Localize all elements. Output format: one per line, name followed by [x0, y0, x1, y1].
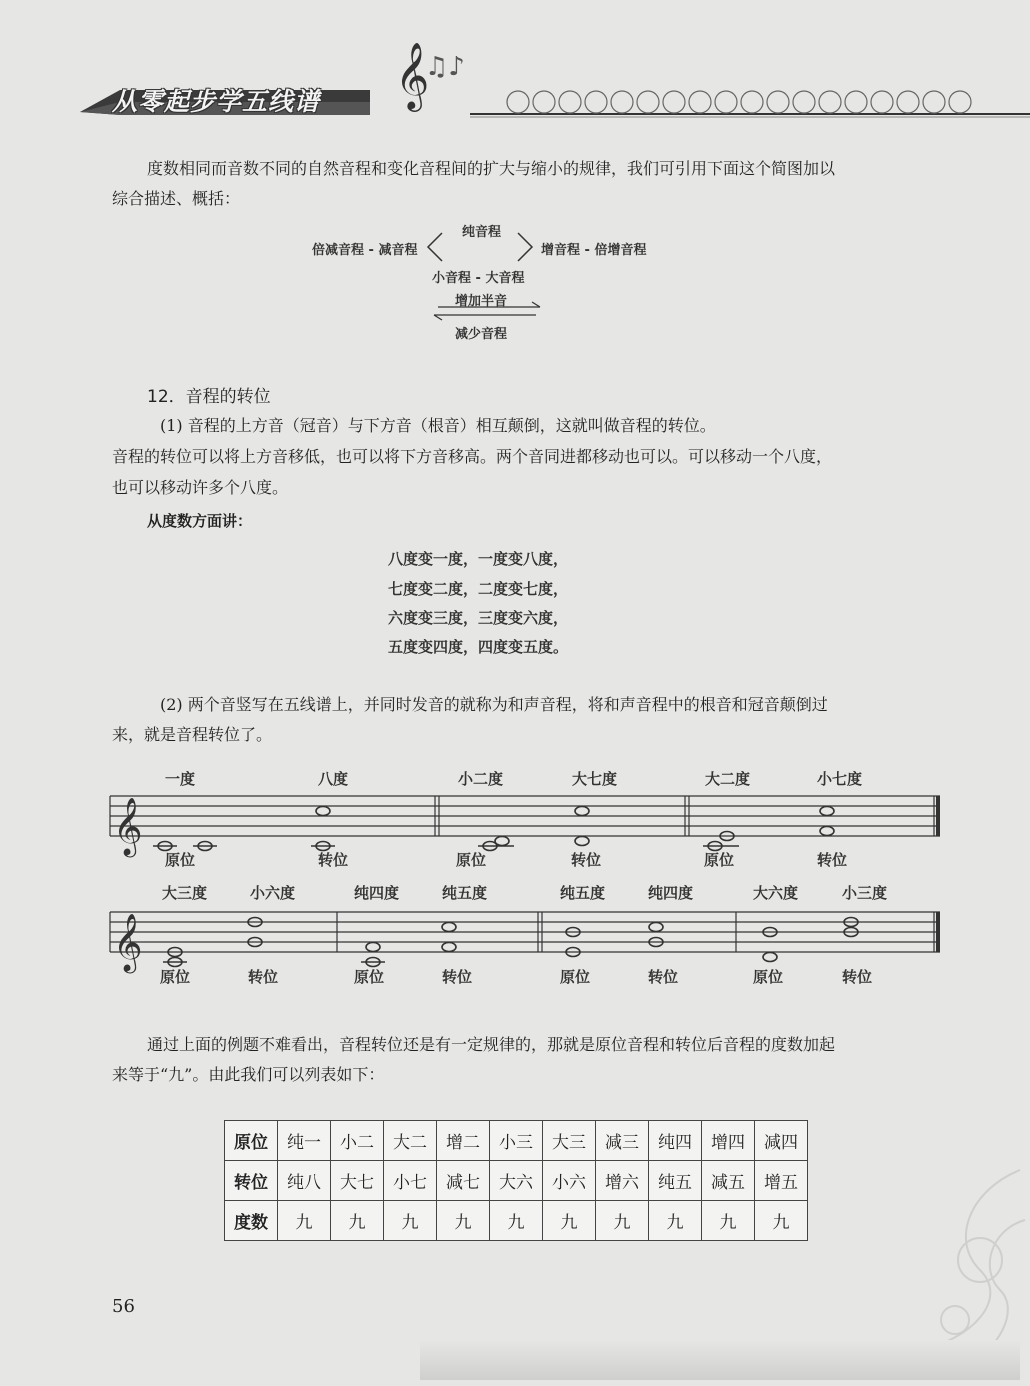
- music-notes-icon: ♫♪: [425, 52, 465, 82]
- table-cell: 九: [278, 1201, 331, 1241]
- staff2-bottom-2: 转位: [248, 968, 279, 986]
- staff-1: [105, 788, 945, 858]
- staff1-bottom-2: 转位: [318, 851, 349, 869]
- intro-line-1: 度数相同而音数不同的自然音程和变化音程间的扩大与缩小的规律，我们可引用下面这个简图加以: [147, 159, 836, 178]
- staff2-bottom-7: 原位: [753, 968, 784, 986]
- treble-clef-icon: 𝄞: [113, 913, 143, 971]
- staff2-bottom-6: 转位: [648, 968, 679, 986]
- staff1-top-1: 一度: [165, 770, 196, 788]
- table-row: [225, 1201, 808, 1241]
- table-cell: 增四: [702, 1121, 755, 1161]
- table-cell: 大三: [543, 1121, 596, 1161]
- treble-clef-icon: 𝄞: [113, 797, 143, 855]
- page-number: 56: [112, 1296, 135, 1317]
- table-cell: 九: [437, 1201, 490, 1241]
- table-cell: 增五: [755, 1161, 808, 1201]
- staff-2: [105, 904, 945, 974]
- diagram-perfect: 纯音程: [462, 225, 502, 240]
- table-cell: 九: [543, 1201, 596, 1241]
- staff2-bottom-5: 原位: [560, 968, 591, 986]
- table-cell: 增六: [596, 1161, 649, 1201]
- staff2-top-3: 纯四度: [354, 884, 400, 902]
- staff1-top-5: 大二度: [705, 770, 751, 788]
- table-cell: 大六: [490, 1161, 543, 1201]
- table-row-header: 度数: [225, 1201, 278, 1241]
- diagram-left: 倍减音程 - 减音程: [312, 243, 418, 258]
- staff1-bottom-5: 原位: [704, 851, 735, 869]
- table-cell: 九: [331, 1201, 384, 1241]
- section-p3-line2: 来，就是音程转位了。: [112, 725, 273, 744]
- table-cell: 纯四: [649, 1121, 702, 1161]
- table-cell: 大二: [384, 1121, 437, 1161]
- diagram-arrows: [420, 225, 550, 325]
- staff1-bottom-6: 转位: [817, 851, 848, 869]
- conclusion-line-1: 通过上面的例题不难看出，音程转位还是有一定规律的，那就是原位音程和转位后音程的度数加起: [147, 1035, 836, 1054]
- staff2-top-5: 纯五度: [560, 884, 606, 902]
- staff2-top-6: 纯四度: [648, 884, 694, 902]
- table-row-header: 转位: [225, 1161, 278, 1201]
- staff1-bottom-3: 原位: [456, 851, 487, 869]
- rule-line-1: 八度变一度，一度变八度，: [388, 550, 569, 568]
- table-cell: 九: [702, 1201, 755, 1241]
- staff2-top-4: 纯五度: [442, 884, 488, 902]
- section-p1: (1) 音程的上方音（冠音）与下方音（根音）相互颠倒，这就叫做音程的转位。: [160, 416, 716, 435]
- section-heading: 12．音程的转位: [147, 387, 271, 407]
- table-cell: 小七: [384, 1161, 437, 1201]
- table-cell: 小二: [331, 1121, 384, 1161]
- staff2-top-8: 小三度: [842, 884, 888, 902]
- staff1-top-3: 小二度: [458, 770, 504, 788]
- staff1-top-4: 大七度: [572, 770, 618, 788]
- table-row: [225, 1121, 808, 1161]
- diagram-minor-major: 小音程 - 大音程: [432, 271, 525, 286]
- table-cell: 纯八: [278, 1161, 331, 1201]
- table-cell: 减五: [702, 1161, 755, 1201]
- diagram-right: 增音程 - 倍增音程: [541, 243, 647, 258]
- staff2-bottom-1: 原位: [160, 968, 191, 986]
- table-cell: 九: [755, 1201, 808, 1241]
- section-p3-line1: (2) 两个音竖写在五线谱上，并同时发音的就称为和声音程，将和声音程中的根音和冠音颠倒过: [160, 695, 828, 714]
- table-cell: 九: [596, 1201, 649, 1241]
- rule-line-3: 六度变三度，三度变六度，: [388, 609, 569, 627]
- table-cell: 纯一: [278, 1121, 331, 1161]
- table-cell: 减三: [596, 1121, 649, 1161]
- diagram-remove: 减少音程: [455, 327, 508, 342]
- inversion-table: [224, 1120, 808, 1241]
- degree-intro: 从度数方面讲：: [147, 512, 253, 530]
- staff2-bottom-4: 转位: [442, 968, 473, 986]
- diagram-add-semitone: 增加半音: [455, 294, 508, 309]
- footer-grass-band: [420, 1340, 1020, 1380]
- intro-line-2: 综合描述、概括：: [112, 189, 241, 208]
- table-cell: 减七: [437, 1161, 490, 1201]
- table-cell: 减四: [755, 1121, 808, 1161]
- table-row: [225, 1161, 808, 1201]
- section-p2-line1: 音程的转位可以将上方音移低，也可以将下方音移高。两个音同进都移动也可以。可以移动一个八度，: [112, 447, 833, 466]
- staff2-bottom-3: 原位: [354, 968, 385, 986]
- table-cell: 纯五: [649, 1161, 702, 1201]
- staff1-top-6: 小七度: [817, 770, 863, 788]
- staff2-bottom-8: 转位: [842, 968, 873, 986]
- table-cell: 小六: [543, 1161, 596, 1201]
- table-cell: 九: [384, 1201, 437, 1241]
- section-p2-line2: 也可以移动许多个八度。: [112, 478, 289, 497]
- table-row-header: 原位: [225, 1121, 278, 1161]
- table-cell: 小三: [490, 1121, 543, 1161]
- staff2-top-7: 大六度: [753, 884, 799, 902]
- table-cell: 九: [649, 1201, 702, 1241]
- staff1-bottom-4: 转位: [571, 851, 602, 869]
- table-cell: 增二: [437, 1121, 490, 1161]
- book-title: 从零起步学五线谱: [112, 87, 321, 116]
- staff2-top-2: 小六度: [250, 884, 296, 902]
- conclusion-line-2: 来等于“九”。由此我们可以列表如下：: [112, 1065, 385, 1084]
- staff2-top-1: 大三度: [162, 884, 208, 902]
- rule-line-2: 七度变二度，二度变七度，: [388, 580, 569, 598]
- table-cell: 九: [490, 1201, 543, 1241]
- staff1-bottom-1: 原位: [165, 851, 196, 869]
- treble-clef-logo-icon: 𝄞: [395, 41, 430, 109]
- staff1-top-2: 八度: [318, 770, 349, 788]
- table-cell: 大七: [331, 1161, 384, 1201]
- rule-line-4: 五度变四度，四度变五度。: [388, 638, 569, 656]
